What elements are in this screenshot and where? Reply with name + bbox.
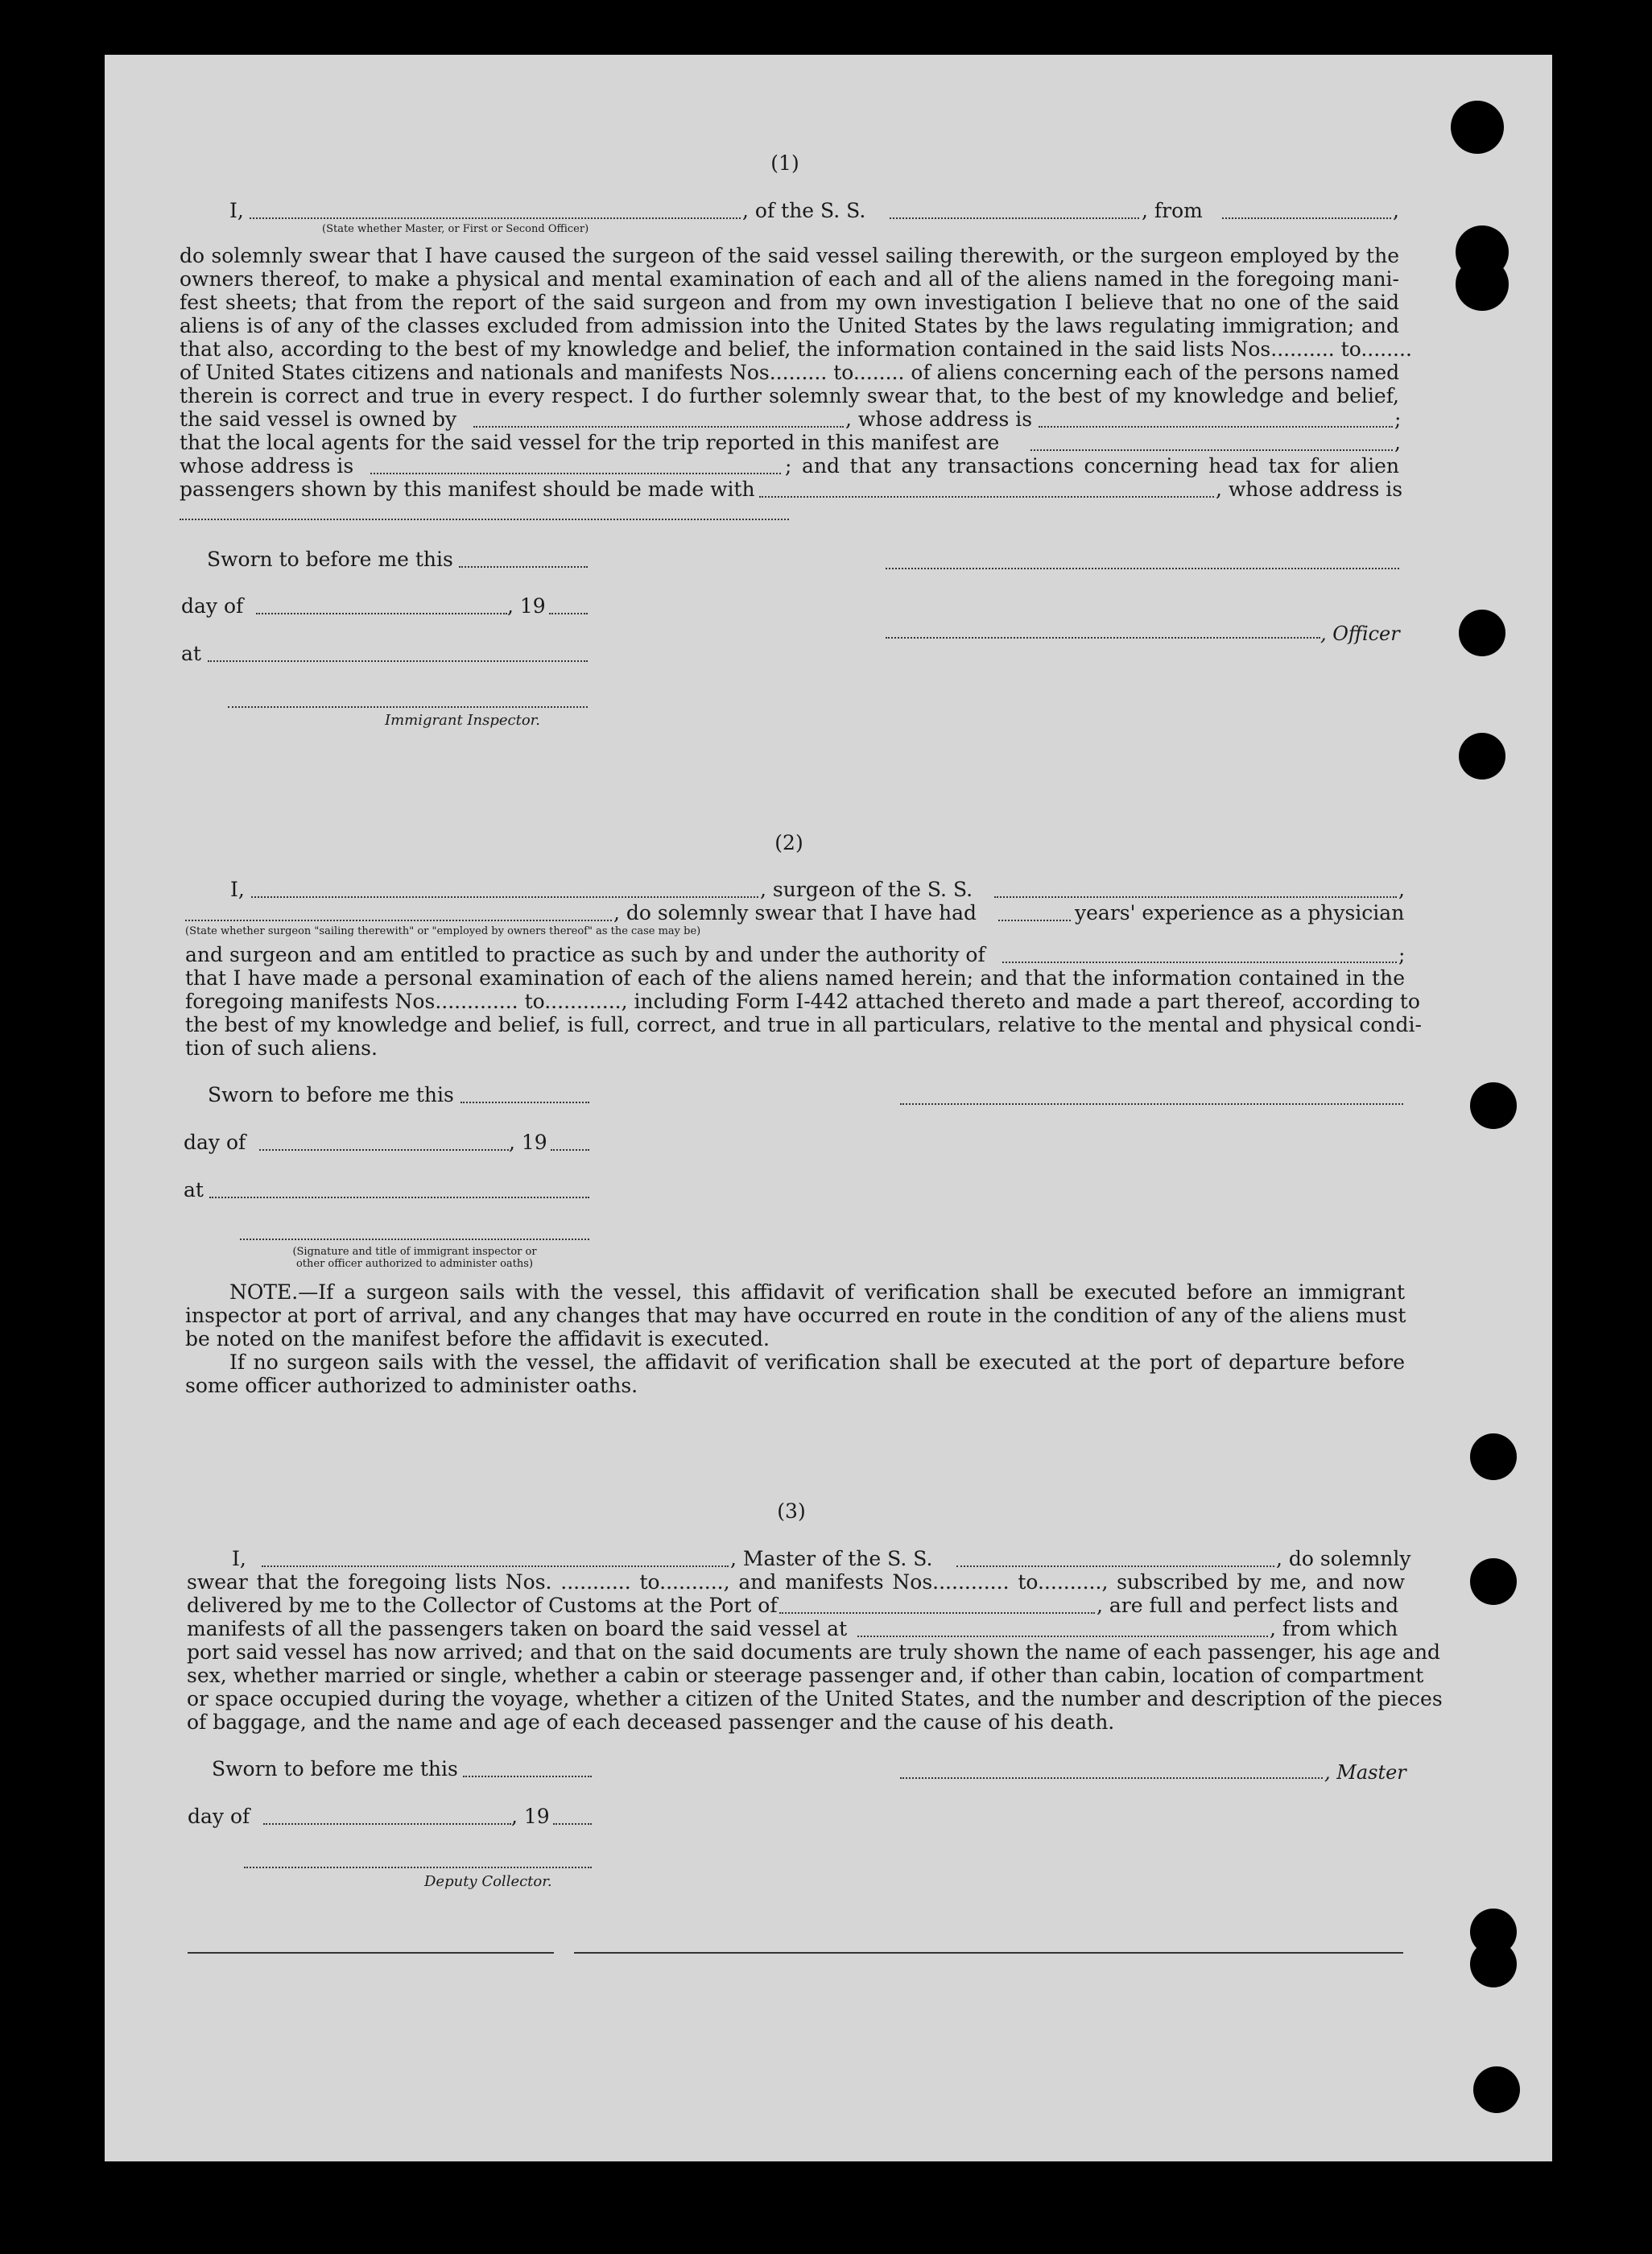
semicolon: ;: [1394, 407, 1402, 431]
semicolon: ;: [1398, 943, 1406, 966]
affidavit-text: tion of such aliens.: [185, 1036, 378, 1060]
note-text: NOTE.—If a surgeon sails with the vessel, this affidavit of verification shall be executed before an immigrant: [229, 1280, 1405, 1304]
passengers-label: passengers shown by this manifest should be made with: [180, 478, 755, 501]
affidavit-text: aliens is of any of the classes excluded from admission into the United States by the laws regulating immigration; and: [180, 314, 1399, 337]
section3-i: I,: [232, 1547, 246, 1570]
officer-name-line[interactable]: [886, 637, 1320, 639]
from-label: , from: [1142, 199, 1203, 222]
signature-note: other officer authorized to administer oaths): [295, 1258, 534, 1270]
years-experience-field[interactable]: [998, 920, 1071, 921]
sworn-label: Sworn to before me this: [207, 548, 453, 571]
day-of-label: day of: [188, 1805, 250, 1828]
officer-signature-field[interactable]: [886, 568, 1399, 569]
section1-i: I,: [229, 199, 244, 222]
affidavit-text: the best of my knowledge and belief, is full, correct, and true in all particulars, relative to the mental and physical condi-: [185, 1013, 1422, 1036]
whose-address-label: , whose address is: [1216, 478, 1403, 501]
binder-hole: [1473, 2066, 1520, 2113]
full-lists-text: , are full and perfect lists and: [1097, 1594, 1399, 1617]
affidavit-text: fest sheets; that from the report of the said surgeon and from my own investigation I believe that no one of the said: [180, 291, 1399, 314]
affidavit-text: that I have made a personal examination of each of the aliens named herein; and that the information contained in the: [185, 966, 1405, 990]
note-text: be noted on the manifest before the affidavit is executed.: [185, 1327, 770, 1350]
officer-label: , Officer: [1320, 622, 1400, 645]
deputy-signature-field[interactable]: [244, 1867, 592, 1868]
solemnly-swear-text: , do solemnly swear that I have had: [613, 901, 977, 924]
section-number: (1): [770, 151, 799, 175]
affidavit-text: or space occupied during the voyage, whether a citizen of the United States, and the number and description of the pieces: [187, 1687, 1443, 1710]
year-prefix: , 19: [507, 594, 546, 618]
from-port-field[interactable]: [1222, 217, 1391, 219]
at-label: at: [184, 1178, 204, 1201]
owned-by-label: the said vessel is owned by: [180, 407, 457, 431]
affidavit-text: port said vessel has now arrived; and that on the said documents are truly shown the name of each passenger, his age and: [187, 1640, 1441, 1664]
day-of-label: day of: [184, 1131, 246, 1154]
of-the-ss-label: , of the S. S.: [742, 199, 866, 222]
whose-address-label: whose address is: [180, 454, 354, 478]
binder-hole: [1470, 1558, 1517, 1605]
surgeon-vessel-field[interactable]: [994, 896, 1397, 898]
agents-address-field[interactable]: [370, 473, 781, 474]
note-text: inspector at port of arrival, and any changes that may have occurred en route in the condition of any of the aliens must: [185, 1304, 1406, 1327]
binder-hole: [1470, 1433, 1517, 1480]
sworn-day-field[interactable]: [460, 1102, 589, 1103]
sworn-label: Sworn to before me this: [208, 1083, 454, 1106]
sworn-label: Sworn to before me this: [212, 1757, 458, 1780]
note-text: If no surgeon sails with the vessel, the affidavit of verification shall be executed at the port of departure before: [229, 1350, 1405, 1374]
affidavit-text: that also, according to the best of my knowledge and belief, the information contained in the said lists Nos.......... to........: [180, 337, 1412, 361]
manifests-text: manifests of all the passengers taken on board the said vessel at: [187, 1617, 848, 1640]
section-number: (2): [774, 831, 803, 854]
at-place-field[interactable]: [209, 1197, 589, 1198]
affidavit-text: foregoing manifests Nos............. to............, including Form I-442 attached thereto and made a part thereof, according to: [185, 990, 1420, 1013]
local-agents-label: that the local agents for the said vessel for the trip reported in this manifest are: [180, 431, 1000, 454]
affidavit-text: of baggage, and the name and age of each deceased passenger and the cause of his death.: [187, 1710, 1115, 1734]
authority-text: and surgeon and am entitled to practice as such by and under the authority of: [185, 943, 985, 966]
authority-field[interactable]: [1002, 962, 1397, 963]
year-field[interactable]: [551, 1149, 589, 1151]
binder-hole: [1456, 258, 1509, 311]
month-field[interactable]: [263, 1823, 511, 1825]
inspector-label: Immigrant Inspector.: [385, 712, 541, 729]
vessel-name-field[interactable]: [890, 217, 1139, 219]
surgeon-name-field[interactable]: [251, 896, 758, 898]
surgeon-note: (State whether surgeon "sailing therewith" or "employed by owners thereof" as the case may be): [185, 925, 701, 937]
year-field[interactable]: [549, 613, 588, 614]
head-tax-address-field[interactable]: [180, 519, 789, 520]
surgeon-signature-field[interactable]: [900, 1103, 1403, 1105]
binder-hole: [1470, 1941, 1517, 1987]
comma: ,: [1394, 431, 1401, 454]
binder-hole: [1459, 610, 1505, 656]
section-number: (3): [777, 1499, 806, 1523]
binder-hole: [1459, 733, 1505, 780]
master-label: , Master: [1324, 1761, 1406, 1784]
master-name-field[interactable]: [262, 1565, 729, 1567]
at-label: at: [181, 642, 201, 665]
officer-note: (State whether Master, or First or Second Officer): [322, 223, 589, 235]
signature-note: (Signature and title of immigrant inspector or: [292, 1246, 537, 1258]
owner-address-field[interactable]: [1039, 426, 1393, 428]
do-solemnly-text: , do solemnly: [1276, 1547, 1411, 1570]
binder-hole: [1451, 101, 1504, 154]
surgeon-of-ss-label: , surgeon of the S. S.: [760, 878, 973, 901]
section2-i: I,: [230, 878, 245, 901]
affidavit-text: do solemnly swear that I have caused the surgeon of the said vessel sailing therewith, or the surgeon employed by the: [180, 244, 1399, 267]
month-field[interactable]: [259, 1149, 509, 1151]
head-tax-contact-field[interactable]: [759, 496, 1214, 498]
day-of-label: day of: [181, 594, 244, 618]
from-which-text: , from which: [1270, 1617, 1398, 1640]
affidavit-text: therein is correct and true in every respect. I do further solemnly swear that, to the best of my knowledge and belief,: [180, 384, 1399, 407]
master-vessel-field[interactable]: [956, 1565, 1274, 1567]
affidavit-text: owners thereof, to make a physical and mental examination of each and all of the aliens named in the foregoing mani-: [180, 267, 1399, 291]
experience-text: years' experience as a physician: [1075, 901, 1405, 924]
head-tax-text: ; and that any transactions concerning head tax for alien: [785, 454, 1399, 478]
at-place-field[interactable]: [208, 660, 588, 662]
year-prefix: , 19: [511, 1805, 550, 1828]
sworn-day-field[interactable]: [459, 566, 588, 568]
affidavit-text: swear that the foregoing lists Nos. ........... to.........., and manifests Nos............ to.........., subscribed by me, and now: [187, 1570, 1405, 1594]
whose-address-label: , whose address is: [845, 407, 1033, 431]
master-of-ss-label: , Master of the S. S.: [730, 1547, 933, 1570]
note-text: some officer authorized to administer oaths.: [185, 1374, 638, 1397]
bottom-rule: [574, 1952, 1403, 1954]
comma: ,: [1393, 199, 1399, 222]
year-field[interactable]: [553, 1823, 592, 1825]
local-agents-field[interactable]: [1030, 449, 1393, 451]
officer-name-field[interactable]: [250, 217, 741, 219]
affidavit-text: sex, whether married or single, whether a cabin or steerage passenger and, if other than cabin, location of compartment: [187, 1664, 1424, 1687]
bottom-rule: [188, 1952, 554, 1954]
inspector-signature-field[interactable]: [240, 1239, 589, 1240]
deputy-collector-label: Deputy Collector.: [424, 1873, 552, 1890]
binder-hole: [1470, 1082, 1517, 1129]
inspector-signature-field[interactable]: [228, 706, 588, 708]
affidavit-text: of United States citizens and nationals and manifests Nos......... to........ of aliens concerning each of the persons named: [180, 361, 1400, 384]
year-prefix: , 19: [509, 1131, 547, 1154]
collector-text: delivered by me to the Collector of Customs at the Port of: [187, 1594, 778, 1617]
owner-field[interactable]: [473, 426, 844, 428]
port-field[interactable]: [779, 1612, 1095, 1614]
comma: ,: [1398, 878, 1405, 901]
month-field[interactable]: [256, 613, 507, 614]
boarding-port-field[interactable]: [857, 1636, 1268, 1637]
surgeon-status-field[interactable]: [185, 920, 612, 921]
sworn-day-field[interactable]: [463, 1776, 592, 1777]
master-signature-field[interactable]: [900, 1777, 1323, 1779]
